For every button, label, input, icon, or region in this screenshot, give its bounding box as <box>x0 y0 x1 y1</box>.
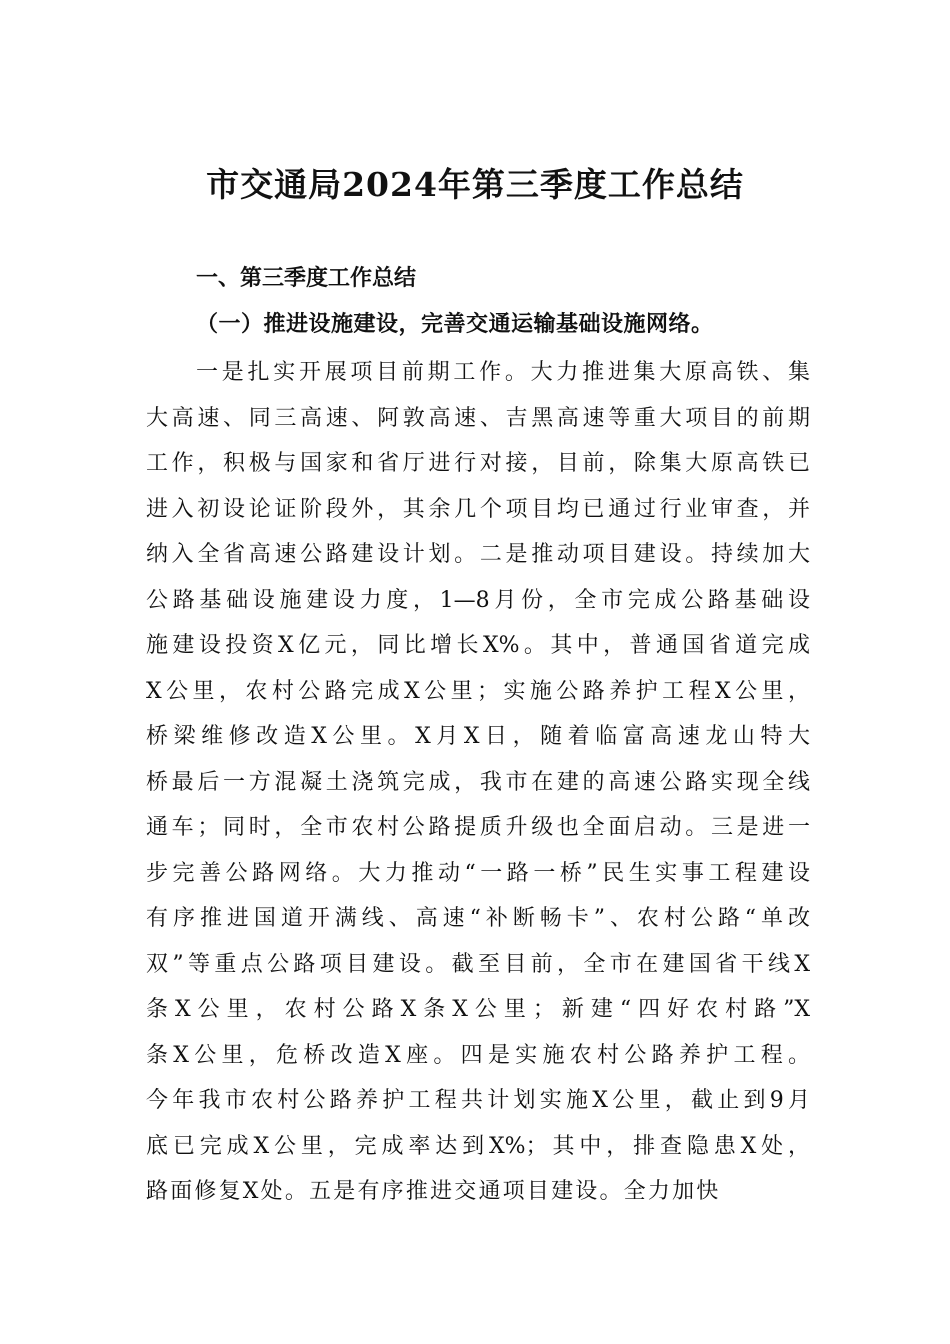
body-line: 施建设投资X亿元，同比增长X%。其中，普通国省道完成 <box>146 633 810 658</box>
body-line: X公里，农村公路完成X公里；实施公路养护工程X公里， <box>146 678 810 704</box>
body-line: 条X公里，危桥改造X座。四是实施农村公路养护工程。 <box>146 1042 810 1068</box>
body-line: 进入初设论证阶段外，其余几个项目均已通过行业审查，并 <box>146 496 810 522</box>
body-line: 今年我市农村公路养护工程共计划实施X公里，截止到9月 <box>146 1088 810 1113</box>
body-line: 大高速、同三高速、阿敦高速、吉黑高速等重大项目的前期 <box>146 405 810 431</box>
body-line: 底已完成X公里，完成率达到X%；其中，排查隐患X处， <box>146 1133 810 1159</box>
body-line: 一是扎实开展项目前期工作。大力推进集大原高铁、集 <box>196 360 810 385</box>
body-line: 桥梁维修改造X公里。X月X日，随着临富高速龙山特大 <box>146 724 810 749</box>
body-line: 通车；同时，全市农村公路提质升级也全面启动。三是进一 <box>146 815 810 840</box>
body-line: 桥最后一方混凝土浇筑完成，我市在建的高速公路实现全线 <box>146 769 810 795</box>
body-line: 工作，积极与国家和省厅进行对接，目前，除集大原高铁已 <box>146 451 810 476</box>
body-line: 路面修复X处。五是有序推进交通项目建设。全力加快 <box>146 1179 721 1204</box>
body-line: 步完善公路网络。大力推动“一路一桥”民生实事工程建设 <box>146 860 810 886</box>
subsection-heading: （一）推进设施建设，完善交通运输基础设施网络。 <box>196 311 714 337</box>
body-line: 公路基础设施建设力度，1—8月份，全市完成公路基础设 <box>146 587 810 613</box>
document-title: 市交通局2024年第三季度工作总结 <box>206 165 744 204</box>
body-line: 有序推进国道开满线、高速“补断畅卡”、农村公路“单改 <box>146 906 810 931</box>
body-line: 纳入全省高速公路建设计划。二是推动项目建设。持续加大 <box>146 542 810 567</box>
section-heading: 一、第三季度工作总结 <box>196 266 417 291</box>
body-line: 条X公里，农村公路X条X公里；新建“四好农村路”X <box>146 997 810 1022</box>
body-paragraph <box>146 350 810 1215</box>
body-line: 双”等重点公路项目建设。截至目前，全市在建国省干线X <box>146 951 810 977</box>
